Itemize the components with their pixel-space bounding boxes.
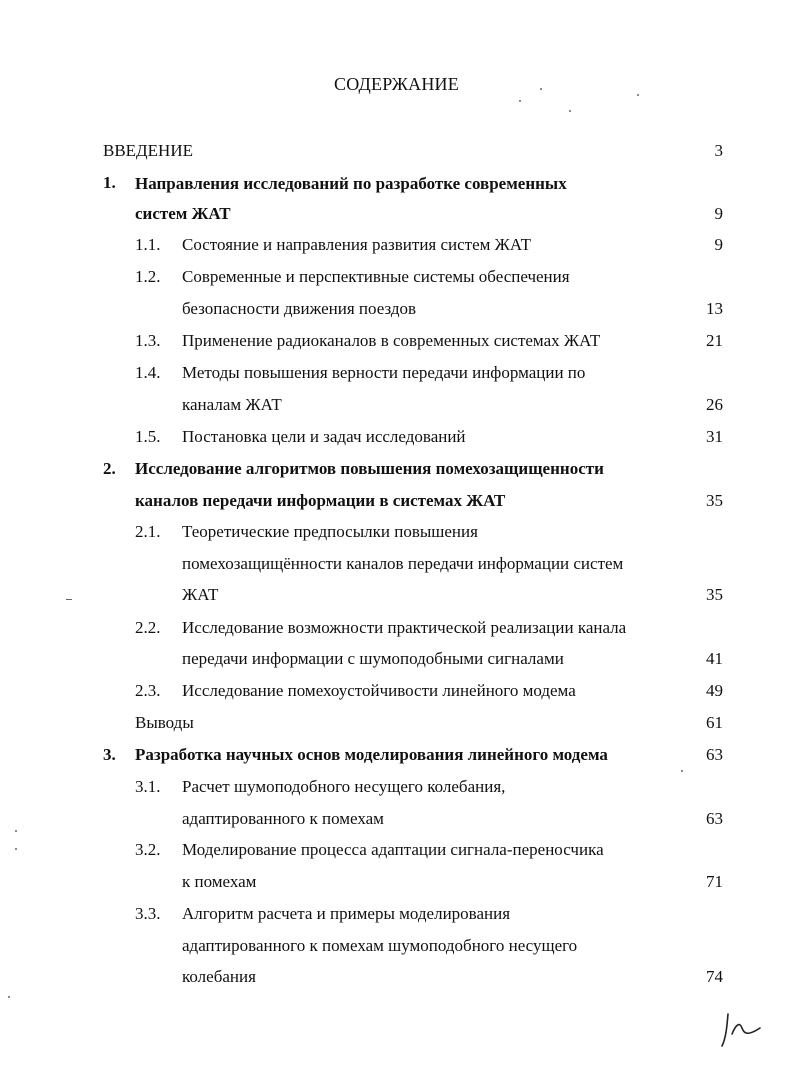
chapter-number: 3. (103, 745, 116, 764)
signature-mark (718, 1012, 768, 1052)
section-number: 1.2. (135, 267, 161, 286)
chapter-title: Направления исследований по разработке современных (135, 174, 567, 193)
scan-speck (569, 110, 571, 112)
toc-page-number: 63 (706, 745, 723, 764)
toc-entry-intro: ВВЕДЕНИЕ (103, 141, 193, 160)
section-title-cont: адаптированного к помехам шумоподобного несущего (182, 936, 578, 955)
toc-page-number: 21 (706, 331, 723, 350)
toc-page-number: 35 (706, 585, 723, 604)
section-title-cont: передачи информации с шумоподобными сигналами (182, 649, 564, 668)
section-title: Современные и перспективные системы обеспечения (182, 267, 570, 286)
section-title-cont: безопасности движения поездов (182, 299, 417, 318)
toc-page-number: 3 (714, 141, 723, 160)
toc-page-number: 31 (706, 427, 723, 446)
toc-page-number: 49 (706, 681, 723, 700)
section-title: Теоретические предпосылки повышения (182, 522, 478, 541)
chapter-number: 2. (103, 459, 116, 478)
scan-speck (540, 88, 542, 90)
section-title-cont: к помехам (182, 872, 257, 891)
section-number: 1.5. (135, 427, 161, 446)
section-title: Алгоритм расчета и примеры моделирования (182, 904, 511, 923)
toc-entry-conclusions: Выводы (135, 713, 194, 732)
scan-speck (15, 830, 17, 832)
section-number: 2.2. (135, 618, 161, 637)
section-title: Исследование возможности практической реализации канала (182, 618, 627, 637)
scan-speck (66, 599, 72, 600)
chapter-title-cont: каналов передачи информации в системах ЖАТ (135, 491, 506, 510)
chapter-title: Разработка научных основ моделирования линейного модема (135, 745, 608, 764)
toc-page-number: 9 (714, 235, 723, 254)
page-title: СОДЕРЖАНИЕ (334, 74, 459, 94)
toc-page-number: 74 (706, 967, 723, 986)
chapter-title: Исследование алгоритмов повышения помехозащищенности (135, 459, 604, 478)
section-number: 3.1. (135, 777, 161, 796)
section-number: 3.2. (135, 840, 161, 859)
scan-speck (681, 770, 683, 772)
toc-page-number: 71 (706, 872, 723, 891)
section-title: Состояние и направления развития систем ЖАТ (182, 235, 532, 254)
section-number: 1.1. (135, 235, 161, 254)
section-title: Исследование помехоустойчивости линейного модема (182, 681, 576, 700)
section-number: 1.4. (135, 363, 161, 382)
section-number: 1.3. (135, 331, 161, 350)
scan-speck (637, 94, 639, 96)
toc-page-number: 61 (706, 713, 723, 732)
scan-speck (15, 848, 17, 850)
toc-page-number: 26 (706, 395, 723, 414)
toc-page-number: 63 (706, 809, 723, 828)
section-number: 2.3. (135, 681, 161, 700)
section-number: 3.3. (135, 904, 161, 923)
section-title-cont: ЖАТ (182, 585, 219, 604)
toc-page-number: 35 (706, 491, 723, 510)
section-title-cont: помехозащищённости каналов передачи информации систем (182, 554, 624, 573)
section-title: Применение радиоканалов в современных системах ЖАТ (182, 331, 601, 350)
section-title-cont: адаптированного к помехам (182, 809, 384, 828)
section-title: Методы повышения верности передачи информации по (182, 363, 586, 382)
toc-page-number: 41 (706, 649, 723, 668)
section-title: Расчет шумоподобного несущего колебания, (182, 777, 506, 796)
toc-page-number: 9 (714, 204, 723, 223)
section-title: Постановка цели и задач исследований (182, 427, 466, 446)
chapter-title-cont: систем ЖАТ (135, 204, 231, 223)
section-title: Моделирование процесса адаптации сигнала-переносчика (182, 840, 604, 859)
scan-speck (8, 996, 10, 998)
toc-page-number: 13 (706, 299, 723, 318)
section-title-cont: колебания (182, 967, 256, 986)
chapter-number: 1. (103, 173, 116, 192)
scan-speck (519, 100, 521, 102)
section-title-cont: каналам ЖАТ (182, 395, 282, 414)
section-number: 2.1. (135, 522, 161, 541)
